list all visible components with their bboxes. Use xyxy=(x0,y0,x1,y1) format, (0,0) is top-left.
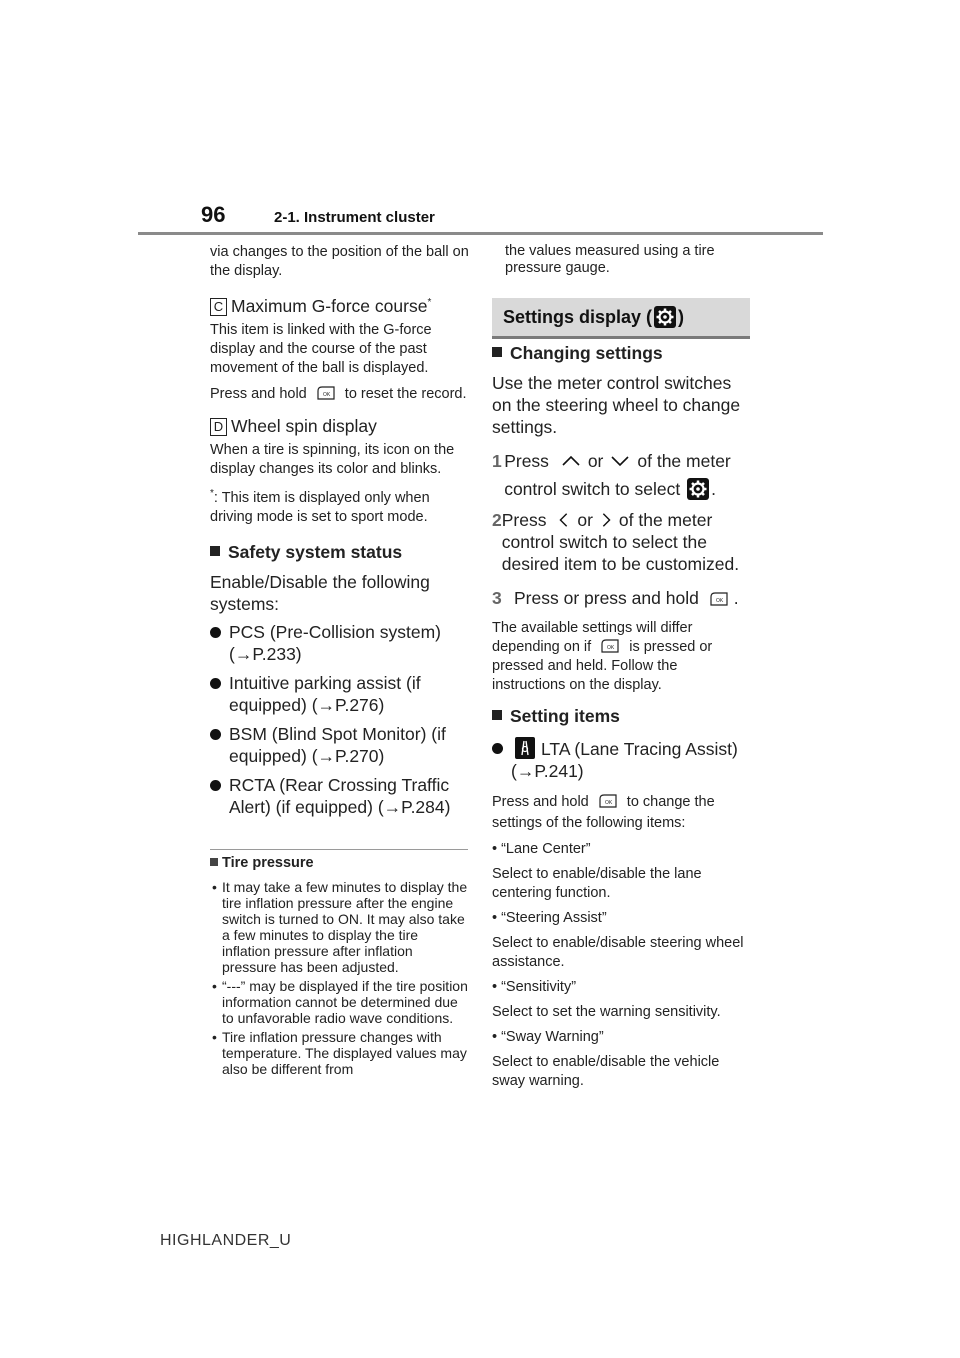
chevron-right-icon xyxy=(599,512,613,528)
step-2 xyxy=(492,509,750,575)
changing-intro: Use the meter control switches on the steering wheel to change settings. xyxy=(492,373,741,437)
lta-press-b: to change the settings of the following items: xyxy=(492,794,715,831)
square-bullet-icon xyxy=(210,546,220,556)
item-c-title-text: Maximum G-force course xyxy=(231,295,428,316)
lta-setting-desc: Select to enable/disable steering wheel assistance. xyxy=(492,935,744,970)
safety-item xyxy=(210,723,472,767)
safety-item xyxy=(210,774,472,818)
safety-item-text: Intuitive parking assist (if equipped) (→P.276) xyxy=(229,672,421,715)
ok-button-icon xyxy=(708,591,730,608)
press-hold-text: Press and hold xyxy=(210,385,307,402)
settings-title-close: ) xyxy=(678,307,685,327)
intro-text: via changes to the position of the ball on the display. xyxy=(210,244,469,279)
safety-item xyxy=(210,621,472,665)
safety-heading-text: Safety system status xyxy=(228,541,403,562)
safety-item-text: BSM (Blind Spot Monitor) (if equipped) (→P.270) xyxy=(229,723,446,766)
page-number: 96 xyxy=(201,202,226,227)
bullet-icon xyxy=(210,627,221,638)
step-1-press: Press xyxy=(504,451,549,471)
item-c-desc: This item is linked with the G-force display and the course of the past movement of the ball is displayed. xyxy=(210,321,432,376)
footnote xyxy=(210,484,472,527)
step-number: 3 xyxy=(492,588,502,608)
asterisk: * xyxy=(427,297,432,308)
bullet-icon xyxy=(210,780,221,791)
step-3: 3 Press or press and hold OK . xyxy=(492,588,739,608)
chevron-down-icon xyxy=(609,453,631,469)
changing-heading-text: Changing settings xyxy=(510,343,663,363)
settings-note xyxy=(492,619,750,695)
label-d: D xyxy=(210,418,227,436)
settings-display-header xyxy=(492,298,750,339)
right-column xyxy=(492,342,750,1091)
step-2-text: of the meter control switch to select the desired item to be customized. xyxy=(501,510,740,574)
footnote-star: * xyxy=(210,487,214,499)
svg-text:OK: OK xyxy=(604,800,612,806)
item-d-title xyxy=(210,415,472,437)
gear-icon xyxy=(687,478,709,500)
tire-item: • “---” may be displayed if the tire position information cannot be determined due to unfavorable radio wave conditions. xyxy=(210,978,468,1026)
tire-section xyxy=(210,855,468,1080)
reset-record-text: to reset the record. xyxy=(344,385,467,402)
bullet-icon xyxy=(210,678,221,689)
svg-text:OK: OK xyxy=(322,391,330,398)
ok-button-icon xyxy=(597,793,619,810)
or-text: or xyxy=(577,510,593,530)
header-rule xyxy=(138,232,823,235)
divider xyxy=(210,849,468,850)
lta-icon xyxy=(515,737,535,759)
note-text-a: The available settings will differ depending on if xyxy=(492,620,693,655)
lta-setting-name: • “Sway Warning” xyxy=(492,1029,604,1045)
left-column xyxy=(210,243,472,818)
item-d-desc: When a tire is spinning, its icon on the display changes its color and blinks. xyxy=(210,441,455,477)
square-bullet-icon xyxy=(492,347,502,357)
safety-list xyxy=(210,621,472,818)
ok-button-icon xyxy=(315,385,337,402)
note-text-b: is pressed or pressed and held. Follow the instructions on the display. xyxy=(492,639,713,693)
lta-press xyxy=(492,792,750,834)
safety-intro: Enable/Disable the following systems: xyxy=(210,571,430,614)
svg-text:OK: OK xyxy=(607,645,615,651)
bullet-icon xyxy=(492,743,503,754)
lta-setting-name: • “Steering Assist” xyxy=(492,910,607,926)
item-d-title-text: Wheel spin display xyxy=(231,415,377,436)
lta-setting-desc: Select to enable/disable the lane centering function. xyxy=(492,866,702,901)
lta-title: LTA (Lane Tracing Assist) (→P.241) xyxy=(511,739,738,781)
setting-items-heading-text: Setting items xyxy=(510,706,620,726)
ok-button-icon xyxy=(599,638,621,655)
or-text: or xyxy=(587,451,604,471)
square-bullet-icon xyxy=(492,710,502,720)
lta-item xyxy=(492,737,750,782)
chevron-up-icon xyxy=(560,453,582,469)
step-3-text: Press or press and hold xyxy=(514,588,699,608)
tire-item: • Tire inflation pressure changes with temperature. The displayed values may also be different from xyxy=(210,1029,468,1077)
tire-list xyxy=(210,879,468,1077)
settings-title-text: Settings display ( xyxy=(503,307,653,327)
svg-text:OK: OK xyxy=(715,598,723,604)
continuation-text: the values measured using a tire pressure gauge. xyxy=(505,243,715,276)
lta-press-a: Press and hold xyxy=(492,794,589,810)
setting-items-heading xyxy=(492,705,750,727)
safety-item xyxy=(210,672,472,716)
lta-setting-desc: Select to enable/disable the vehicle sway warning. xyxy=(492,1054,720,1089)
lta-settings-list xyxy=(492,840,750,1091)
safety-item-text: RCTA (Rear Crossing Traffic Alert) (if equipped) (→P.284) xyxy=(229,774,451,817)
square-bullet-icon xyxy=(210,858,218,866)
chevron-left-icon xyxy=(557,512,571,528)
item-c-title xyxy=(210,292,472,317)
right-top xyxy=(492,243,750,277)
tire-item: • It may take a few minutes to display the tire inflation pressure after the engine switch is turned to ON. It may also take a few minutes to display the tire inflation pressure after inflation pressure has been adjusted. xyxy=(210,879,468,975)
label-c: C xyxy=(210,298,227,316)
footnote-text: : This item is displayed only when driving mode is set to sport mode. xyxy=(210,489,430,525)
tire-heading-text: Tire pressure xyxy=(222,855,314,871)
lta-setting-name: • “Sensitivity” xyxy=(492,979,577,995)
item-c-press xyxy=(210,384,472,405)
section-title: 2-1. Instrument cluster xyxy=(274,209,435,226)
lta-setting-name: • “Lane Center” xyxy=(492,841,591,857)
safety-item-text: PCS (Pre-Collision system) (→P.233) xyxy=(229,621,441,664)
gear-icon xyxy=(654,306,676,328)
step-number: 1 xyxy=(492,451,502,471)
step-1: 1 Press or of the meter control switch to select . xyxy=(492,447,750,503)
step-number: 2 xyxy=(492,510,502,530)
settings-title xyxy=(503,306,684,328)
safety-heading xyxy=(210,541,472,563)
step-2-press: Press xyxy=(501,510,547,530)
step-1-text: of the meter control switch to select xyxy=(504,451,731,499)
changing-heading xyxy=(492,342,750,364)
footer-model: HIGHLANDER_U xyxy=(160,1232,292,1249)
bullet-icon xyxy=(210,729,221,740)
tire-heading xyxy=(210,855,468,871)
lta-setting-desc: Select to set the warning sensitivity. xyxy=(492,1004,721,1020)
